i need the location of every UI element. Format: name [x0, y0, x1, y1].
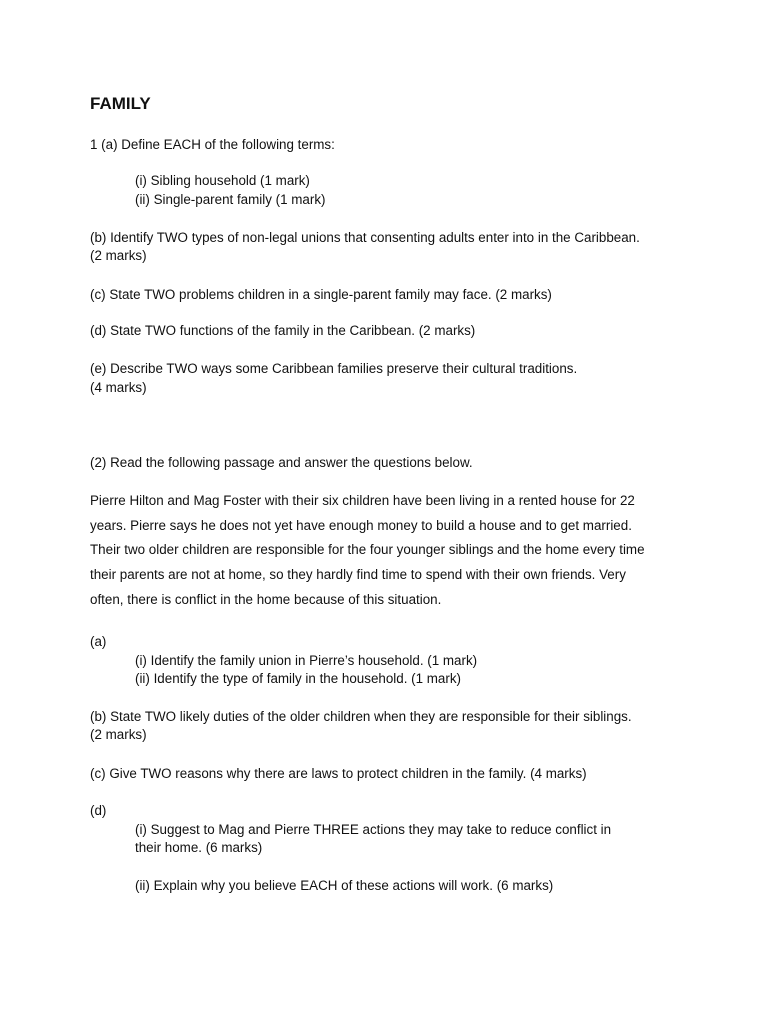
question-2d-ii: (ii) Explain why you believe EACH of these actions will work. (6 marks): [135, 878, 554, 893]
question-1c: (c) State TWO problems children in a single-parent family may face. (2 marks): [90, 287, 552, 302]
question-2c: (c) Give TWO reasons why there are laws to protect children in the family. (4 marks): [90, 766, 587, 781]
passage-line: Pierre Hilton and Mag Foster with their six children have been living in a rented house for 22: [90, 493, 635, 508]
question-2d-label: (d): [90, 803, 107, 818]
question-1d: (d) State TWO functions of the family in the Caribbean. (2 marks): [90, 323, 476, 338]
question-2a-ii: (ii) Identify the type of family in the household. (1 mark): [135, 671, 461, 686]
question-1e-line1: (e) Describe TWO ways some Caribbean families preserve their cultural traditions.: [90, 361, 578, 376]
question-1a-i: (i) Sibling household (1 mark): [135, 173, 310, 188]
question-1b-line1: (b) Identify TWO types of non-legal unions that consenting adults enter into in the Caribbean.: [90, 230, 640, 245]
passage-line: often, there is conflict in the home because of this situation.: [90, 591, 442, 607]
page-title: FAMILY: [90, 94, 151, 113]
question-2b-line1: (b) State TWO likely duties of the older children when they are responsible for their siblings.: [90, 709, 632, 724]
question-1a-ii: (ii) Single-parent family (1 mark): [135, 192, 326, 207]
question-2-intro: (2) Read the following passage and answer the questions below.: [90, 455, 473, 470]
question-1e-line2: (4 marks): [90, 380, 147, 395]
question-2a-label: (a): [90, 634, 107, 649]
passage-line: years. Pierre says he does not yet have enough money to build a house and to get married.: [90, 517, 632, 533]
question-2a-i: (i) Identify the family union in Pierre’s household. (1 mark): [135, 653, 478, 668]
question-2d-i-line2: their home. (6 marks): [135, 840, 263, 855]
passage: [90, 489, 670, 613]
passage-line: their parents are not at home, so they hardly find time to spend with their own friends. Very: [90, 567, 626, 583]
passage-line: Their two older children are responsible for the four younger siblings and the home every time: [90, 542, 645, 558]
question-1b-line2: (2 marks): [90, 248, 147, 263]
question-2b-line2: (2 marks): [90, 727, 147, 742]
question-2d-i-line1: (i) Suggest to Mag and Pierre THREE actions they may take to reduce conflict in: [135, 822, 612, 837]
question-1a-intro: 1 (a) Define EACH of the following terms:: [90, 137, 335, 152]
